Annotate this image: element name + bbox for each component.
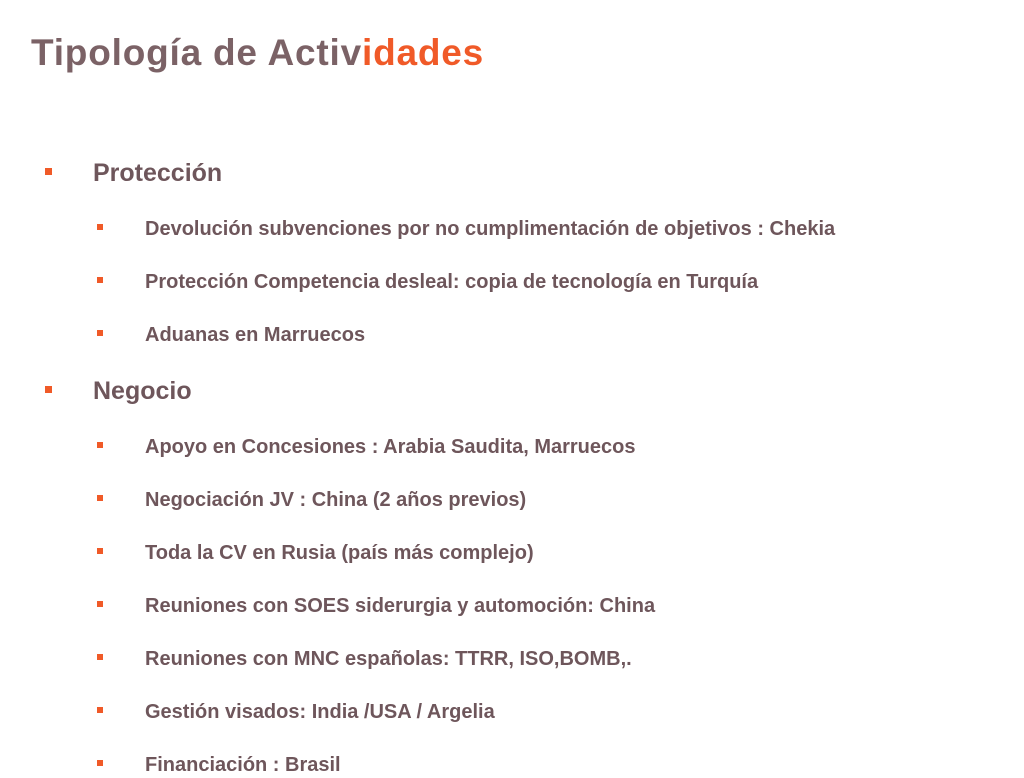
- square-bullet-icon: [97, 601, 103, 607]
- square-bullet-icon: [45, 386, 52, 393]
- list-item-label: Apoyo en Concesiones : Arabia Saudita, Marruecos: [145, 436, 636, 458]
- square-bullet-icon: [97, 224, 103, 230]
- list-item-label: Toda la CV en Rusia (país más complejo): [145, 542, 534, 564]
- section-heading-label: Protección: [93, 159, 223, 187]
- slide-title-accent: idades: [362, 32, 485, 73]
- list-item-label: Reuniones con MNC españolas: TTRR, ISO,BOMB,.: [145, 648, 632, 670]
- square-bullet-icon: [97, 495, 103, 501]
- square-bullet-icon: [97, 707, 103, 713]
- list-item-label: Protección Competencia desleal: copia de tecnología en Turquía: [145, 271, 759, 293]
- square-bullet-icon: [97, 760, 103, 766]
- square-bullet-icon: [97, 277, 103, 283]
- list-item-label: Reuniones con SOES siderurgia y automoción: China: [145, 595, 656, 617]
- section-heading-label: Negocio: [93, 377, 192, 405]
- slide-title: [31, 29, 484, 77]
- list-item-label: Financiación : Brasil: [145, 754, 341, 776]
- list-item-label: Aduanas en Marruecos: [145, 324, 366, 346]
- list-item-label: Gestión visados: India /USA / Argelia: [145, 701, 495, 723]
- square-bullet-icon: [97, 654, 103, 660]
- list-item-label: Negociación JV : China (2 años previos): [145, 489, 527, 511]
- list-item-label: Devolución subvenciones por no cumplimentación de objetivos : Chekia: [145, 218, 836, 240]
- square-bullet-icon: [97, 330, 103, 336]
- square-bullet-icon: [45, 168, 52, 175]
- square-bullet-icon: [97, 548, 103, 554]
- square-bullet-icon: [97, 442, 103, 448]
- slide-title-main: Tipología de Activ: [31, 32, 362, 73]
